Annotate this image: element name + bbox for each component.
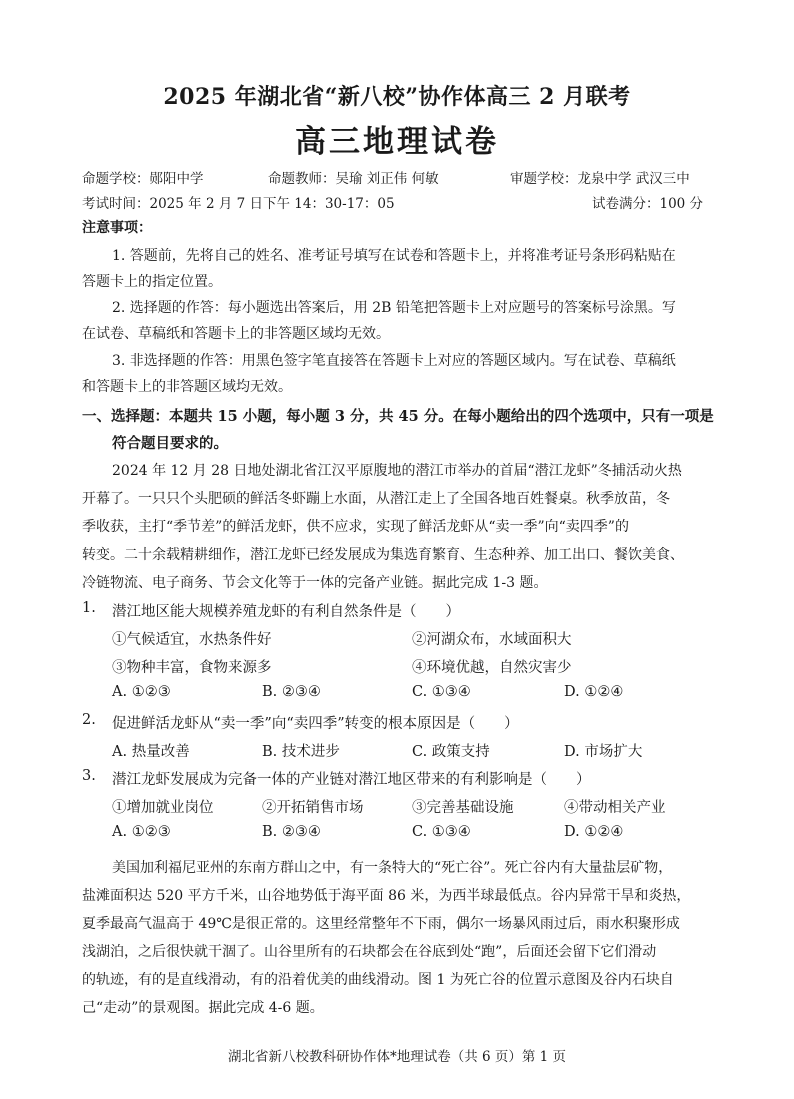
page-footer: 湖北省新八校教科研协作体*地理试卷（共 6 页）第 1 页: [227, 1049, 567, 1065]
notice-line: 1. 答题前，先将自己的姓名、准考证号填写在试卷和答题卡上，并将准考证号条形码粘贴在: [112, 248, 676, 264]
q2-option-a: A. 热量改善: [112, 744, 190, 760]
meta-teachers: 命题教师：吴瑜 刘正伟 何敏: [268, 171, 439, 187]
q1-number: 1.: [82, 600, 96, 616]
q3-item-1: ①增加就业岗位: [112, 800, 214, 816]
exam-subtitle: 高三地理试卷: [295, 124, 499, 160]
passage2-line: 美国加利福尼亚州的东南方群山之中，有一条特大的“死亡谷”。死亡谷内有大量盐层矿物，: [112, 860, 673, 876]
q2-option-c: C. 政策支持: [412, 744, 490, 760]
meta-score: 试卷满分：100 分: [592, 196, 704, 212]
q1-item-1: ①气候适宜，水热条件好: [112, 632, 272, 648]
q1-option-c: C. ①③④: [412, 684, 471, 700]
q1-item-2: ②河湖众布，水域面积大: [412, 632, 572, 648]
section-heading: 一、选择题：本题共 15 小题，每小题 3 分，共 45 分。在每小题给出的四个选项中，只有一项是: [82, 408, 714, 425]
meta-time: 考试时间：2025 年 2 月 7 日下午 14：30-17：05: [82, 196, 395, 212]
q3-option-b: B. ②③④: [262, 824, 321, 840]
meta-row-2: [82, 192, 714, 212]
q2-stem: 促进鲜活龙虾从“卖一季”向“卖四季”转变的根本原因是（ ）: [112, 716, 519, 732]
q1-option-d: D. ①②④: [564, 684, 624, 700]
q3-number: 3.: [82, 768, 96, 784]
q2-option-d: D. 市场扩大: [564, 744, 643, 760]
q1-item-3: ③物种丰富，食物来源多: [112, 660, 272, 676]
section-heading-cont: 符合题目要求的。: [112, 435, 228, 452]
passage1-line: 开幕了。一只只个头肥硕的鲜活冬虾蹦上水面，从潜江走上了全国各地百姓餐桌。秋季放苗，冬: [82, 491, 670, 507]
notice-line: 在试卷、草稿纸和答题卡上的非答题区域均无效。: [82, 326, 390, 342]
q3-item-2: ②开拓销售市场: [262, 800, 364, 816]
q1-stem: 潜江地区能大规模养殖龙虾的有利自然条件是（ ）: [112, 604, 460, 620]
q1-item-4: ④环境优越，自然灾害少: [412, 660, 572, 676]
meta-review: 审题学校：龙泉中学 武汉三中: [510, 171, 690, 187]
meta-row-1: [82, 167, 714, 187]
passage2-line: 己“走动”的景观图。据此完成 4-6 题。: [82, 1000, 324, 1016]
passage2-line: 盐滩面积达 520 平方千米，山谷地势低于海平面 86 米，为西半球最低点。谷内异常干旱和炎热，: [82, 888, 691, 904]
passage2-line: 的轨迹，有的是直线滑动，有的沿着优美的曲线滑动。图 1 为死亡谷的位置示意图及谷内石块自: [82, 972, 674, 988]
passage2-line: 夏季最高气温高于 49℃是很正常的。这里经常整年不下雨，偶尔一场暴风雨过后，雨水积聚形成: [82, 916, 680, 932]
q3-option-c: C. ①③④: [412, 824, 471, 840]
passage1-line: 季收获，主打“季节差”的鲜活龙虾，供不应求，实现了鲜活龙虾从“卖一季”向“卖四季”的: [82, 519, 629, 535]
exam-title: 2025 年湖北省“新八校”协作体高三 2 月联考: [163, 84, 631, 110]
q2-number: 2.: [82, 712, 96, 728]
passage1-line: 转变。二十余载精耕细作，潜江龙虾已经发展成为集选育繁育、生态种养、加工出口、餐饮美食、: [82, 547, 684, 563]
q2-option-b: B. 技术进步: [262, 744, 340, 760]
q3-item-3: ③完善基础设施: [412, 800, 514, 816]
passage1-line: 冷链物流、电子商务、节会文化等于一体的完备产业链。据此完成 1-3 题。: [82, 575, 548, 591]
notice-line: 3. 非选择题的作答：用黑色签字笔直接答在答题卡上对应的答题区域内。写在试卷、草稿纸: [112, 353, 676, 369]
q3-option-a: A. ①②③: [112, 824, 171, 840]
notice-line: 答题卡上的指定位置。: [82, 274, 222, 290]
passage1-line: 2024 年 12 月 28 日地处湖北省江汉平原腹地的潜江市举办的首届“潜江龙虾”冬捕活动火热: [112, 463, 682, 479]
q3-option-d: D. ①②④: [564, 824, 624, 840]
notice-line: 2. 选择题的作答：每小题选出答案后，用 2B 铅笔把答题卡上对应题号的答案标号涂黑。写: [112, 300, 676, 316]
q1-option-a: A. ①②③: [112, 684, 171, 700]
q3-item-4: ④带动相关产业: [564, 800, 666, 816]
q3-stem: 潜江龙虾发展成为完备一体的产业链对潜江地区带来的有利影响是（ ）: [112, 772, 591, 788]
q1-option-b: B. ②③④: [262, 684, 321, 700]
passage2-line: 浅湖泊，之后很快就干涸了。山谷里所有的石块都会在谷底到处“跑”，后面还会留下它们滑动: [82, 944, 657, 960]
meta-school: 命题学校：郧阳中学: [82, 171, 204, 187]
notice-line: 和答题卡上的非答题区域均无效。: [82, 379, 292, 395]
notice-heading: 注意事项：: [82, 220, 152, 236]
